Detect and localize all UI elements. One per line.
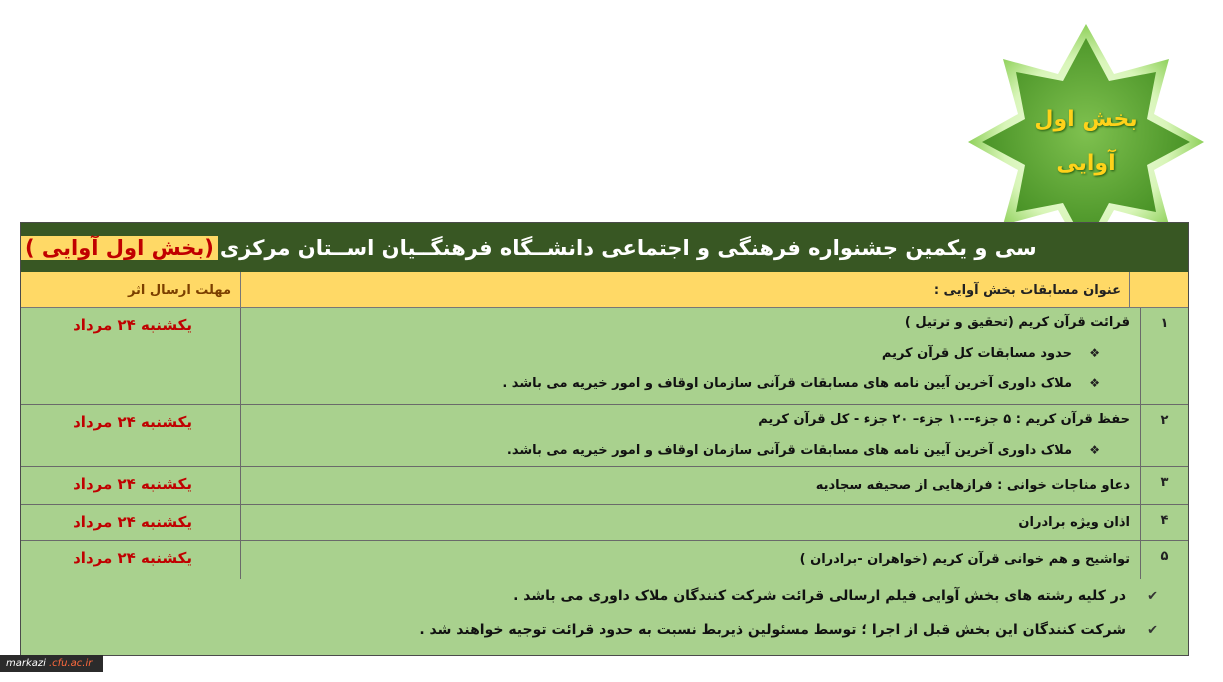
row-number: ۵ [1140, 541, 1188, 579]
row-deadline-cell [21, 405, 240, 466]
note-text: در کلیه رشته های بخش آوایی فیلم ارسالی قرائت شرکت کنندگان ملاک داوری می باشد . [513, 588, 1126, 604]
row-deadline-cell [21, 308, 240, 404]
list-item-text: ملاک داوری آخرین آیین نامه های مسابقات قرآنی سازمان اوقاف و امور خیریه می باشد . [502, 376, 1072, 391]
checkmark-icon: ✔ [1147, 589, 1158, 604]
competition-table [20, 222, 1189, 656]
notes-section [21, 579, 1188, 655]
row-deadline: یکشنبه ۲۴ مرداد [73, 513, 192, 531]
header-deadline: مهلت ارسال اثر [127, 282, 231, 298]
list-item-text: حدود مسابقات کل قرآن کریم [881, 346, 1072, 361]
table-row [21, 467, 1188, 505]
row-deadline: یکشنبه ۲۴ مرداد [73, 475, 192, 493]
title-bar [21, 223, 1188, 272]
row-deadline-cell [21, 541, 240, 579]
row-title: تواشیح و هم خوانی قرآن کریم (خواهران -برادران ) [799, 552, 1130, 567]
header-subject: عنوان مسابقات بخش آوایی : [240, 272, 1130, 308]
footer-prefix: markazi [6, 658, 46, 669]
row-title: حفظ قرآن کریم : ۵ جزء--۱۰ جزء– ۲۰ جزء - کل قرآن کریم [758, 412, 1130, 427]
diamond-bullet-icon: ❖ [1089, 443, 1100, 457]
checkmark-icon: ✔ [1147, 623, 1158, 638]
row-subject [240, 467, 1140, 504]
site-footer [0, 655, 103, 672]
note-item [21, 579, 1158, 613]
note-item [21, 613, 1158, 647]
row-deadline: یکشنبه ۲۴ مرداد [73, 316, 192, 334]
row-number: ۴ [1140, 505, 1188, 540]
table-row [21, 541, 1188, 579]
row-subject [240, 308, 1140, 404]
row-subject [240, 405, 1140, 466]
table-row [21, 505, 1188, 541]
list-item [241, 435, 1130, 465]
header-number [1130, 272, 1188, 308]
row-title: قرائت قرآن کریم (تحقیق و ترتیل ) [904, 315, 1130, 330]
row-title: اذان ویژه برادران [1018, 515, 1130, 530]
note-text: شرکت کنندگان این بخش قبل از اجرا ؛ توسط مسئولین ذیربط نسبت به حدود قرائت توجیه خواهند شد . [419, 622, 1126, 638]
row-number: ۲ [1140, 405, 1188, 466]
table-row [21, 308, 1188, 405]
badge-line-2: آوایی [1056, 151, 1116, 176]
list-item-text: ملاک داوری آخرین آیین نامه های مسابقات قرآنی سازمان اوقاف و امور خیریه می باشد. [506, 443, 1072, 458]
row-deadline-cell [21, 467, 240, 504]
title-highlight: (بخش اول آوایی ) [21, 236, 218, 260]
row-subject [240, 541, 1140, 579]
diamond-bullet-icon: ❖ [1089, 376, 1100, 390]
badge-line-1: بخش اول [1034, 107, 1138, 132]
row-subject [240, 505, 1140, 540]
row-deadline: یکشنبه ۲۴ مرداد [73, 549, 192, 567]
table-header [21, 272, 1188, 308]
row-number: ۳ [1140, 467, 1188, 504]
list-item [241, 368, 1130, 398]
page-title: سی و یکمین جشنواره فرهنگی و اجتماعی دانشــگاه فرهنگــیان اســتان مرکزی [219, 235, 1037, 260]
row-deadline: یکشنبه ۲۴ مرداد [73, 413, 192, 431]
row-number: ۱ [1140, 308, 1188, 404]
row-deadline-cell [21, 505, 240, 540]
row-title: دعاو مناجات خوانی : فرازهایی از صحیفه سجادیه [815, 478, 1130, 493]
footer-domain: .cfu.ac.ir [48, 658, 93, 669]
table-row [21, 405, 1188, 467]
diamond-bullet-icon: ❖ [1089, 346, 1100, 360]
list-item [241, 338, 1130, 368]
